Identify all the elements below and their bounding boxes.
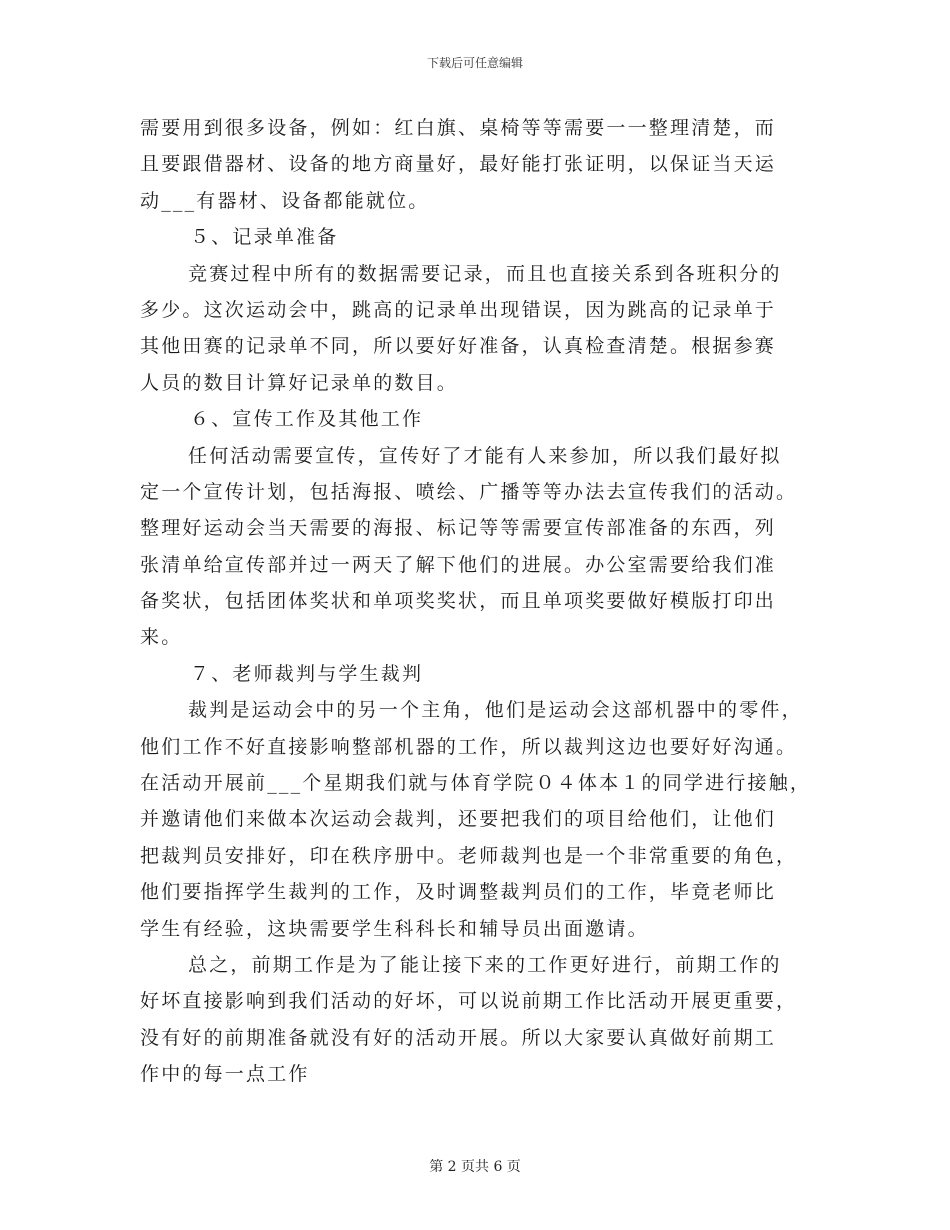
text-line: 需要用到很多设备，例如：红白旗、桌椅等等需要一一整理清楚，而 [140, 117, 777, 139]
text-line: 把裁判员安排好，印在秩序册中。老师裁判也是一个非常重要的角色， [140, 844, 798, 867]
text-line: 作中的每一点工作 [140, 1063, 310, 1086]
text-line: 来。 [140, 626, 183, 649]
text-line: 张清单给宣传部并过一两天了解下他们的进展。办公室需要给我们准 [140, 553, 777, 576]
section-heading: ７、老师裁判与学生裁判 [190, 662, 424, 685]
text-line: 竞赛过程中所有的数据需要记录，而且也直接关系到各班积分的 [188, 262, 782, 285]
text-line: 他们工作不好直接影响整部机器的工作，所以裁判这边也要好好沟通。 [140, 735, 798, 758]
text-line: 且要跟借器材、设备的地方商量好，最好能打张证明，以保证当天运 [140, 153, 777, 176]
document-body [140, 110, 820, 1093]
text-line: 多少。这次运动会中，跳高的记录单出现错误，因为跳高的记录单于 [140, 298, 777, 321]
text-line: 裁判是运动会中的另一个主角，他们是运动会这部机器中的零件， [188, 699, 803, 722]
section-heading: ５、记录单准备 [190, 226, 339, 249]
section-heading: ６、宣传工作及其他工作 [190, 408, 424, 431]
text-line: 总之，前期工作是为了能让接下来的工作更好进行，前期工作的 [188, 953, 782, 976]
text-line: 人员的数目计算好记录单的数目。 [140, 371, 459, 394]
text-line: 任何活动需要宣传，宣传好了才能有人来参加，所以我们最好拟 [188, 444, 782, 467]
text-line: 没有好的前期准备就没有好的活动开展。所以大家要认真做好前期工 [140, 1026, 777, 1049]
page-header: 下载后可任意编辑 [426, 56, 523, 70]
text-line: 定一个宣传计划，包括海报、喷绘、广播等等办法去宣传我们的活动。 [140, 480, 798, 503]
text-line: 他们要指挥学生裁判的工作，及时调整裁判员们的工作，毕竟老师比 [140, 881, 777, 904]
text-line: 其他田赛的记录单不同，所以要好好准备，认真检查清楚。根据参赛 [140, 335, 777, 358]
text-line: 在活动开展前___个星期我们就与体育学院０４体本１的同学进行接触， [140, 772, 812, 795]
text-line: 整理好运动会当天需要的海报、标记等等需要宣传部准备的东西，列 [140, 517, 777, 540]
text-line: 动___有器材、设备都能就位。 [140, 189, 430, 212]
text-line: 好坏直接影响到我们活动的好坏，可以说前期工作比活动开展更重要， [140, 990, 798, 1013]
page-footer: 第 2 页共 6 页 [429, 1159, 521, 1175]
text-line: 备奖状，包括团体奖状和单项奖奖状，而且单项奖要做好模版打印出 [140, 590, 777, 613]
text-line: 学生有经验，这块需要学生科科长和辅导员出面邀请。 [140, 917, 649, 940]
text-line: 并邀请他们来做本次运动会裁判，还要把我们的项目给他们，让他们 [140, 808, 777, 831]
